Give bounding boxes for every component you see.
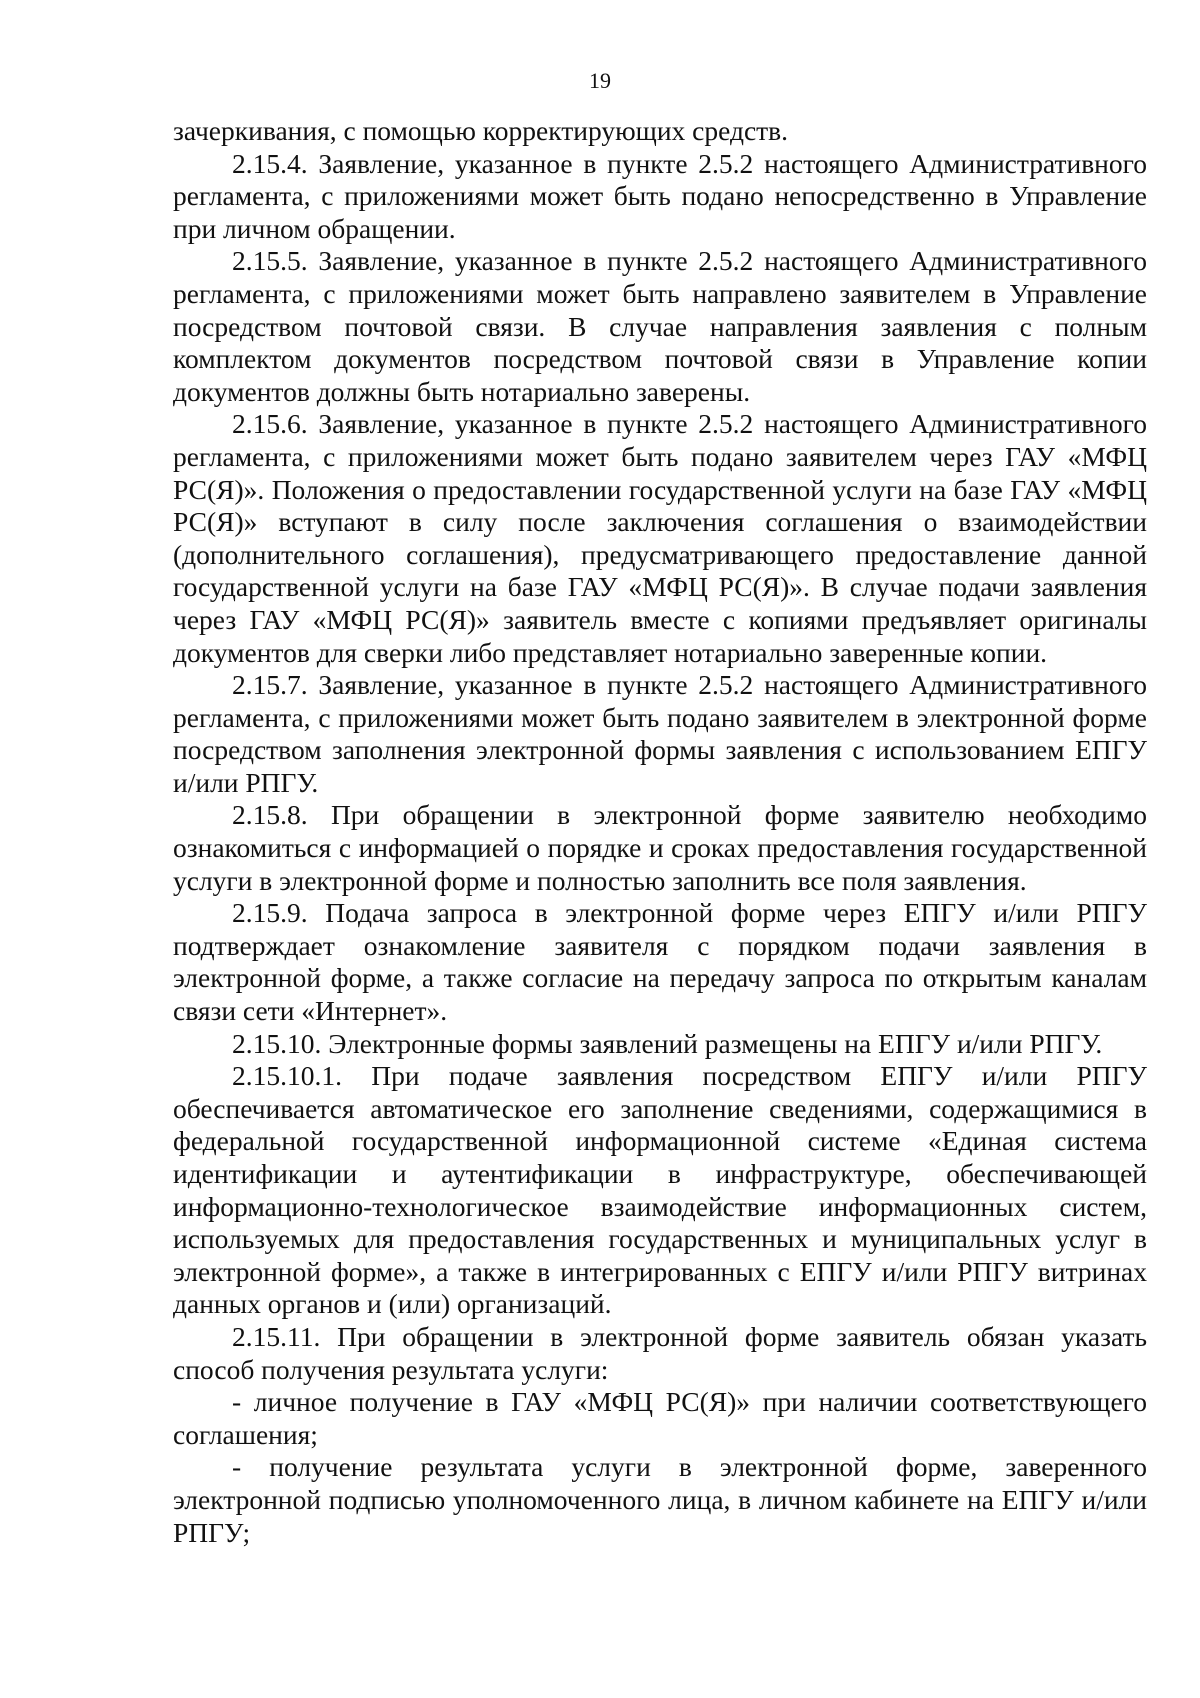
paragraph-2-15-10-1: 2.15.10.1. При подаче заявления посредством ЕПГУ и/или РПГУ обеспечивается автоматическое его заполнение сведениями, содержащимися в федеральной государственной информационной системе «Единая система идентификации и аутентификации в инфраструктуре, обеспечивающей информационно-технологическое взаимодействие информационных систем, используемых для предоставления государственных и муниципальных услуг в электронной форме», а также в интегрированных с ЕПГУ и/или РПГУ витринах данных органов и (или) организаций. bbox=[173, 1060, 1147, 1320]
paragraph-2-15-5: 2.15.5. Заявление, указанное в пункте 2.5.2 настоящего Административного регламента, с приложениями может быть направлено заявителем в Управление посредством почтовой связи. В случае направления заявления с полным комплектом документов посредством почтовой связи в Управление копии документов должны быть нотариально заверены. bbox=[173, 245, 1147, 407]
paragraph-2-15-6: 2.15.6. Заявление, указанное в пункте 2.5.2 настоящего Административного регламента, с приложениями может быть подано заявителем через ГАУ «МФЦ РС(Я)». Положения о предоставлении государственной услуги на базе ГАУ «МФЦ РС(Я)» вступают в силу после заключения соглашения о взаимодействии (дополнительного соглашения), предусматривающего предоставление данной государственной услуги на базе ГАУ «МФЦ РС(Я)». В случае подачи заявления через ГАУ «МФЦ РС(Я)» заявитель вместе с копиями предъявляет оригиналы документов для сверки либо представляет нотариально заверенные копии. bbox=[173, 408, 1147, 668]
paragraph-2-15-9: 2.15.9. Подача запроса в электронной форме через ЕПГУ и/или РПГУ подтверждает ознакомление заявителя с порядком подачи заявления в электронной форме, а также согласие на передачу запроса по открытым каналам связи сети «Интернет». bbox=[173, 897, 1147, 1027]
list-item-personal-receipt: - личное получение в ГАУ «МФЦ РС(Я)» при наличии соответствующего соглашения; bbox=[173, 1386, 1147, 1450]
list-item-electronic-receipt: - получение результата услуги в электронной форме, заверенного электронной подписью уполномоченного лица, в личном кабинете на ЕПГУ и/или РПГУ; bbox=[173, 1451, 1147, 1548]
paragraph-continuation: зачеркивания, с помощью корректирующих средств. bbox=[173, 115, 789, 146]
page-number: 19 bbox=[589, 68, 611, 93]
paragraph-2-15-11: 2.15.11. При обращении в электронной форме заявитель обязан указать способ получения результата услуги: bbox=[173, 1320, 1147, 1385]
paragraph-2-15-8: 2.15.8. При обращении в электронной форме заявителю необходимо ознакомиться с информацией о порядке и сроках предоставления государственной услуги в электронной форме и полностью заполнить все поля заявления. bbox=[173, 799, 1147, 896]
paragraph-2-15-4: 2.15.4. Заявление, указанное в пункте 2.5.2 настоящего Административного регламента, с приложениями может быть подано непосредственно в Управление при личном обращении. bbox=[173, 147, 1147, 244]
paragraph-2-15-7: 2.15.7. Заявление, указанное в пункте 2.5.2 настоящего Административного регламента, с приложениями может быть подано заявителем в электронной форме посредством заполнения электронной формы заявления с использованием ЕПГУ и/или РПГУ. bbox=[173, 669, 1147, 798]
document-body bbox=[173, 115, 1147, 1549]
paragraph-2-15-10: 2.15.10. Электронные формы заявлений размещены на ЕПГУ и/или РПГУ. bbox=[232, 1027, 1103, 1059]
